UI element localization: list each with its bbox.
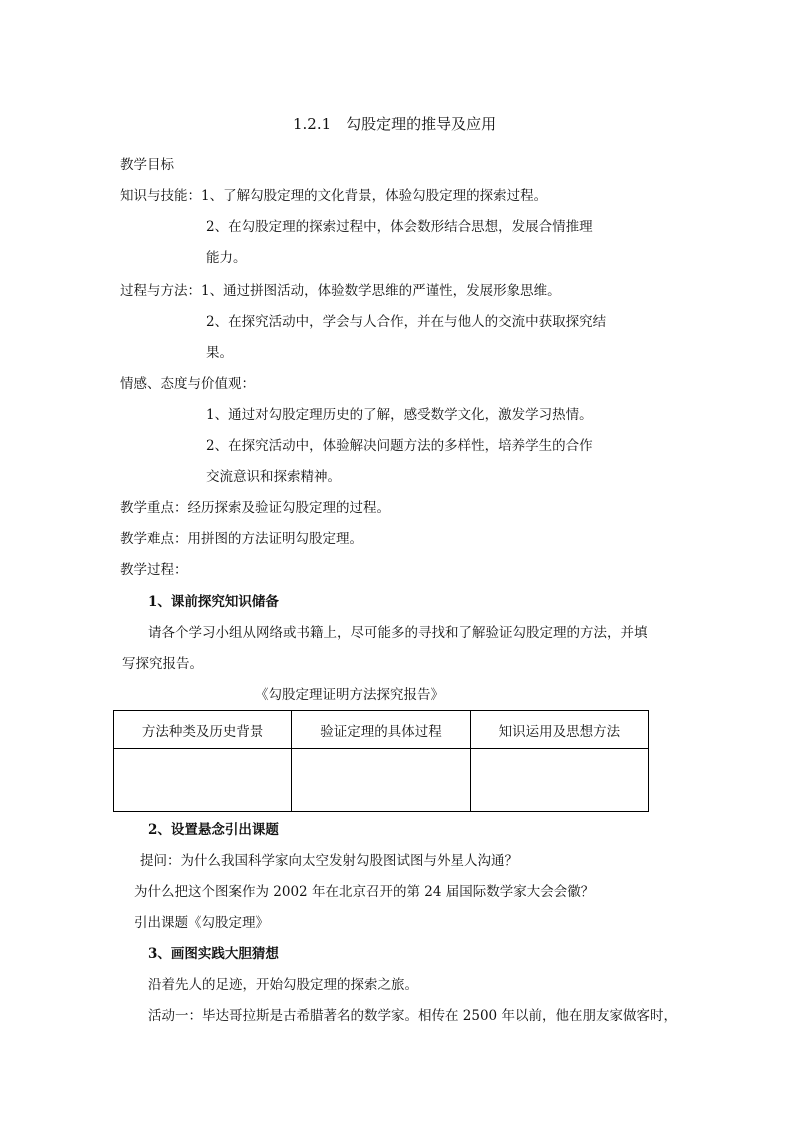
table-cell (470, 749, 648, 812)
emotion-attitude-item-2: 2、在探究活动中，体验解决问题方法的多样性，培养学生的合作 (206, 438, 593, 454)
table-header-cell: 知识运用及思想方法 (470, 711, 648, 749)
objectives-heading: 教学目标 (120, 157, 174, 173)
process-method-item-1: 过程与方法：1、通过拼图活动，体验数学思维的严谨性，发展形象思维。 (120, 283, 561, 299)
table-header-cell: 方法种类及历史背景 (114, 711, 292, 749)
section-1-paragraph: 请各个学习小组从网络或书籍上，尽可能多的寻找和了解验证勾股定理的方法，并填 (148, 625, 648, 641)
process-method-item-2: 2、在探究活动中，学会与人合作，并在与他人的交流中获取探究结 (206, 314, 607, 330)
section-3-line-1: 沿着先人的足迹，开始勾股定理的探索之旅。 (148, 977, 418, 993)
table-header-cell: 验证定理的具体过程 (292, 711, 470, 749)
knowledge-skill-item-2-cont: 能力。 (206, 250, 247, 266)
emotion-attitude-item-1: 1、通过对勾股定理历史的了解，感受数学文化，激发学习热情。 (206, 407, 593, 423)
key-point: 教学重点：经历探索及验证勾股定理的过程。 (120, 500, 390, 516)
process-method-item-2-cont: 果。 (206, 345, 233, 361)
difficulty-point: 教学难点：用拼图的方法证明勾股定理。 (120, 531, 363, 547)
section-1-heading: 1、课前探究知识储备 (148, 594, 279, 610)
section-3-heading: 3、画图实践大胆猜想 (148, 946, 279, 962)
section-2-topic: 引出课题《勾股定理》 (134, 915, 269, 931)
knowledge-skill-item-1: 知识与技能：1、了解勾股定理的文化背景，体验勾股定理的探索过程。 (120, 188, 548, 204)
section-2-heading: 2、设置悬念引出课题 (148, 822, 279, 838)
table-row (114, 749, 649, 812)
section-1-paragraph-cont: 写探究报告。 (122, 656, 203, 672)
section-2-question: 提问：为什么我国科学家向太空发射勾股图试图与外星人沟通？ (140, 853, 518, 869)
page-title: 1.2.1 勾股定理的推导及应用 (293, 115, 497, 133)
table-header-row (114, 711, 649, 749)
section-3-activity-1: 活动一：毕达哥拉斯是古希腊著名的数学家。相传在 2500 年以前，他在朋友家做客时， (148, 1008, 677, 1024)
emotion-attitude-label: 情感、态度与价值观： (120, 376, 255, 392)
section-2-line-2: 为什么把这个图案作为 2002 年在北京召开的第 24 届国际数学家大会会徽？ (134, 884, 595, 900)
table-cell (114, 749, 292, 812)
report-table (113, 710, 649, 812)
emotion-attitude-item-2-cont: 交流意识和探索精神。 (206, 469, 341, 485)
process-heading: 教学过程： (120, 562, 188, 578)
knowledge-skill-item-2: 2、在勾股定理的探索过程中，体会数形结合思想，发展合情推理 (206, 219, 593, 235)
table-cell (292, 749, 470, 812)
report-table-title: 《勾股定理证明方法探究报告》 (255, 687, 444, 703)
